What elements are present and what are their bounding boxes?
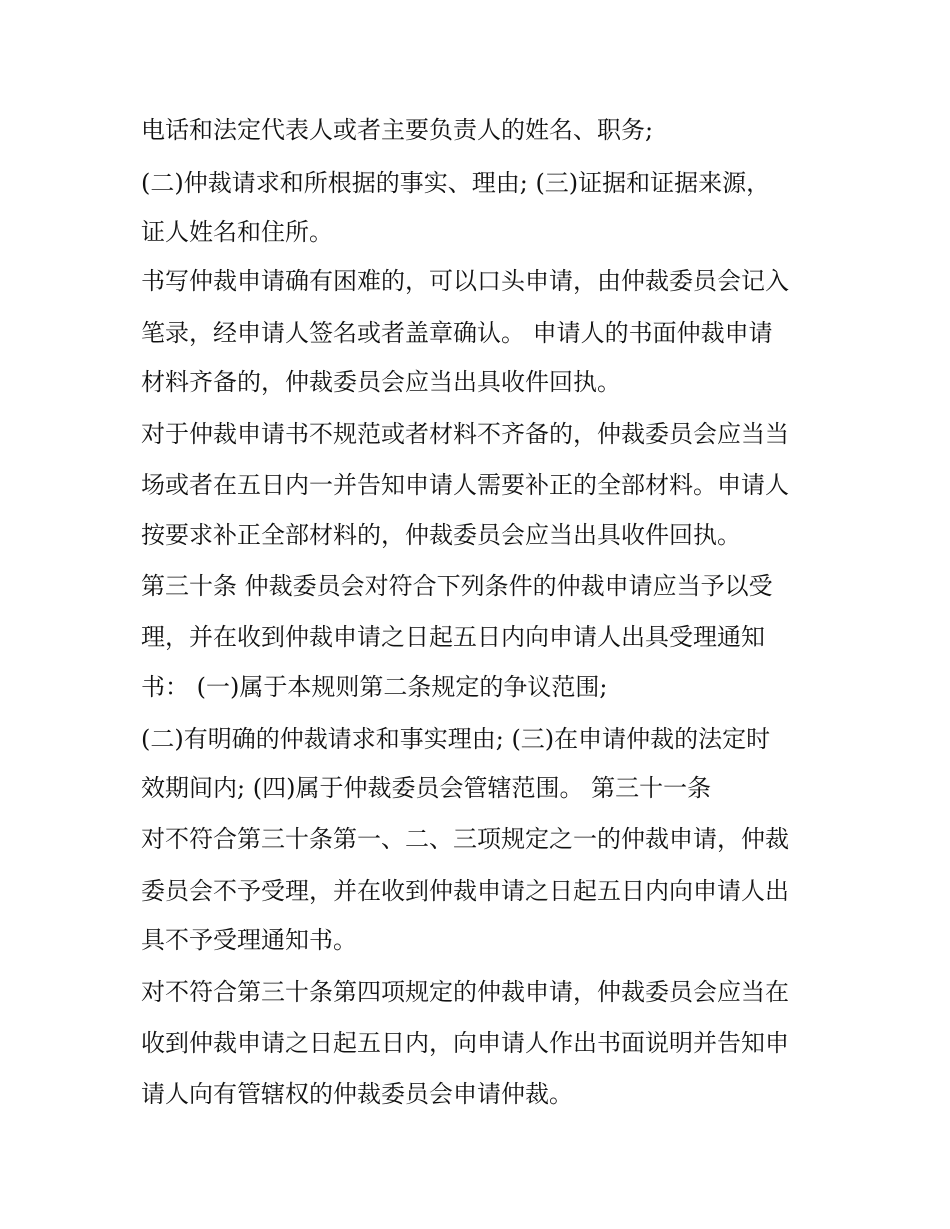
text-line: 对不符合第三十条第四项规定的仲裁申请，仲裁委员会应当在 <box>141 978 789 1006</box>
text-line: 委员会不予受理，并在收到仲裁申请之日起五日内向申请人出 <box>141 877 789 905</box>
text-line: 第三十条 仲裁委员会对符合下列条件的仲裁申请应当予以受 <box>141 572 773 600</box>
text-line: 收到仲裁申请之日起五日内，向申请人作出书面说明并告知申 <box>141 1029 789 1057</box>
text-line: 按要求补正全部材料的，仲裁委员会应当出具收件回执。 <box>141 521 741 549</box>
text-line: 对不符合第三十条第一、二、三项规定之一的仲裁申请，仲裁 <box>141 825 789 853</box>
text-line: 理，并在收到仲裁申请之日起五日内向申请人出具受理通知 <box>141 623 765 651</box>
text-line: 书： (一)属于本规则第二条规定的争议范围; <box>141 673 608 701</box>
text-line: 请人向有管辖权的仲裁委员会申请仲裁。 <box>141 1080 573 1108</box>
text-line: 效期间内; (四)属于仲裁委员会管辖范围。 第三十一条 <box>141 774 712 802</box>
text-line: 具不予受理通知书。 <box>141 926 357 954</box>
text-line: 电话和法定代表人或者主要负责人的姓名、职务; <box>141 116 654 144</box>
text-line: 证人姓名和住所。 <box>141 218 333 246</box>
text-line: 场或者在五日内一并告知申请人需要补正的全部材料。申请人 <box>141 471 789 499</box>
text-line: 材料齐备的，仲裁委员会应当出具收件回执。 <box>141 368 621 396</box>
text-line: 笔录，经申请人签名或者盖章确认。 申请人的书面仲裁申请 <box>141 319 773 347</box>
text-line: (二)仲裁请求和所根据的事实、理由; (三)证据和证据来源， <box>141 169 771 197</box>
text-line: (二)有明确的仲裁请求和事实理由; (三)在申请仲裁的法定时 <box>141 725 771 753</box>
text-line: 对于仲裁申请书不规范或者材料不齐备的，仲裁委员会应当当 <box>141 420 789 448</box>
text-line: 书写仲裁申请确有困难的，可以口头申请，由仲裁委员会记入 <box>141 267 789 295</box>
